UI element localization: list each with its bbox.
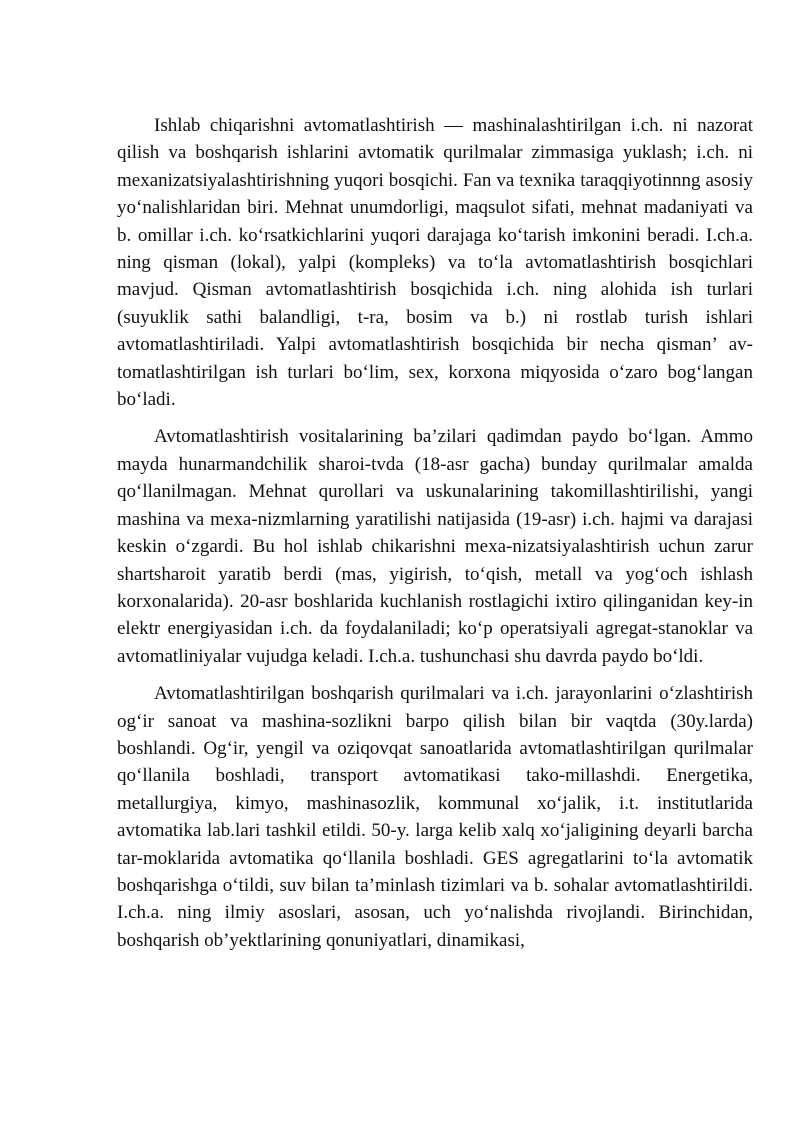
paragraph-2: Avtomatlashtirish vositalarining ba’zilari qadimdan paydo bo‘lgan. Ammo mayda hunarmandchilik sharoi-tvda (18-asr gacha) bunday qurilmalar amalda qo‘llanilmagan. Mehnat qurollari va uskunalarining takomillashtirilishi, yangi mashina va mexa-nizmlarning yaratilishi natijasida (19-asr) i.ch. hajmi va darajasi keskin o‘zgardi. Bu hol ishlab chikarishni mexa-nizatsiyalashtirish uchun zarur shartsharoit yaratib berdi (mas, yigirish, to‘qish, metall va yog‘och ishlash korxonalarida). 20-asr boshlarida kuchlanish rostlagichi ixtiro qilinganidan key-in elektr energiyasidan i.ch. da foydalaniladi; ko‘p operatsiyali agregat-stanoklar va avtomatliniyalar vujudga keladi. I.ch.a. tushunchasi shu davrda paydo bo‘ldi. [117,426,753,667]
paragraph-1: Ishlab chiqarishni avtomatlashtirish — mashinalashtirilgan i.ch. ni nazorat qilish va boshqarish ishlarini avtomatik qurilmalar zimmasiga yuklash; i.ch. ni mexanizatsiyalashtirishning yuqori bosqichi. Fan va texnika taraqqiyotinnng asosiy yo‘nalishlaridan biri. Mehnat unumdorligi, maqsulot sifati, mehnat madaniyati va b. omillar i.ch. ko‘rsatkichlarini yuqori darajaga ko‘tarish imkonini beradi. I.ch.a. ning qisman (lokal), yalpi (kompleks) va to‘la avtomatlashtirish bosqichlari mavjud. Qisman avtomatlashtirish bosqichida i.ch. ning alohida ish turlari (suyuklik sathi balandligi, t-ra, bosim va b.) ni rostlab turish ishlari avtomatlashtiriladi. Yalpi avtomatlashtirish bosqichida bir necha qisman’ av-tomatlashtirilgan ish turlari bo‘lim, sex, korxona miqyosida o‘zaro bog‘langan bo‘ladi. [117,115,753,411]
document-page [117,112,753,964]
paragraph-3: Avtomatlashtirilgan boshqarish qurilmalari va i.ch. jarayonlarini o‘zlashtirish og‘ir sanoat va mashina-sozlikni barpo qilish bilan bir vaqtda (30y.larda) boshlandi. Og‘ir, yengil va oziqovqat sanoatlarida avtomatlashtirilgan qurilmalar qo‘llanila boshladi, transport avtomatikasi tako-millashdi. Energetika, metallurgiya, kimyo, mashinasozlik, kommunal xo‘jalik, i.t. institutlarida avtomatika lab.lari tashkil etildi. 50-y. larga kelib xalq xo‘jaligining deyarli barcha tar-moklarida avtomatika qo‘llanila boshladi. GES agregatlarini to‘la avtomatik boshqarishga o‘tildi, suv bilan ta’minlash tizimlari va b. sohalar avtomatlashtirildi. I.ch.a. ning ilmiy asoslari, asosan, uch yo‘nalishda rivojlandi. Birinchidan, boshqarish ob’yektlarining qonuniyatlari, dinamikasi, [117,683,753,951]
